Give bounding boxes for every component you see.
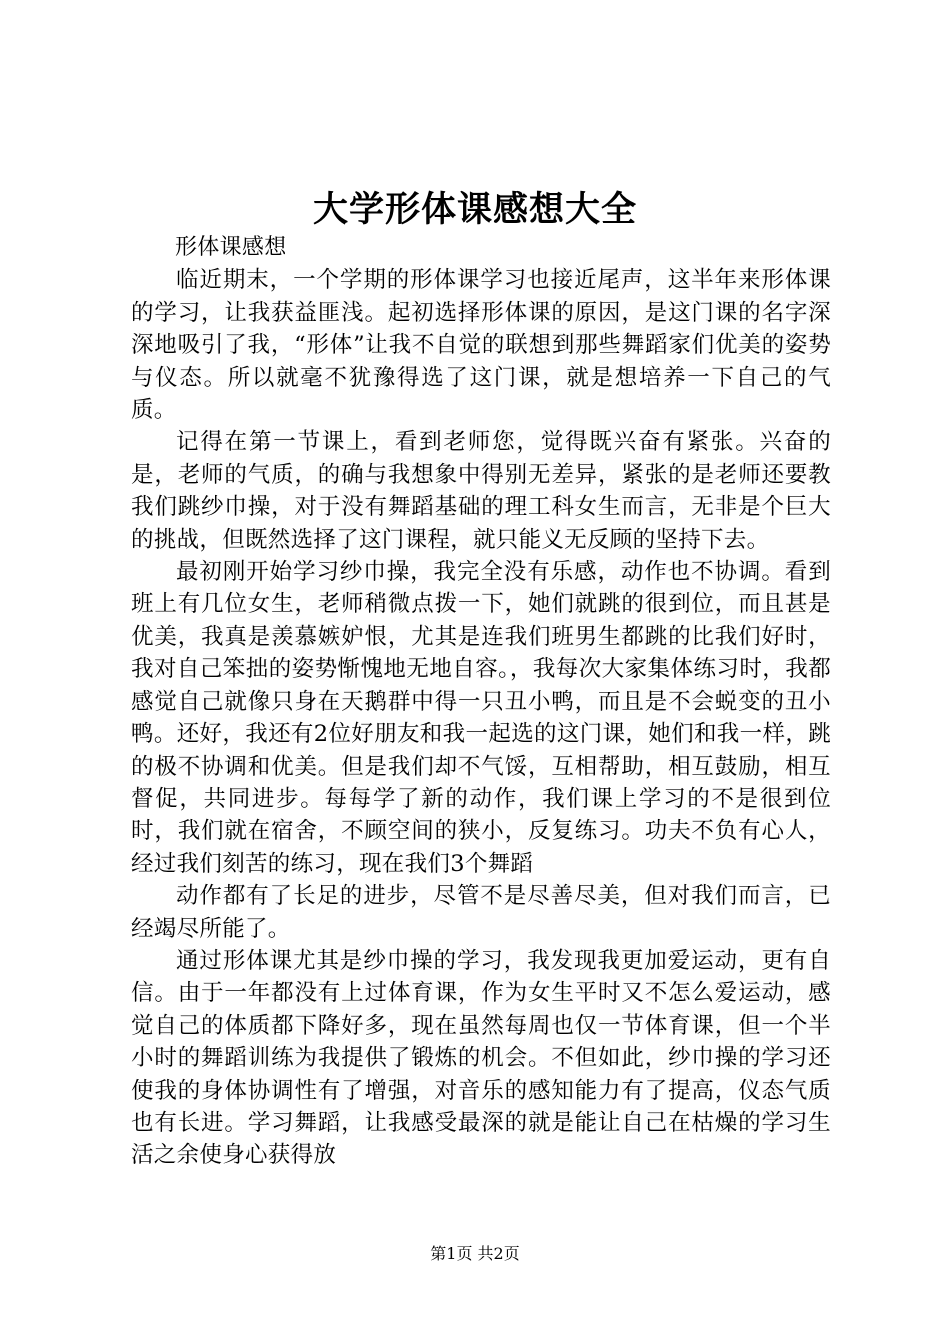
document-body — [131, 232, 831, 1172]
paragraph: 临近期末，一个学期的形体课学习也接近尾声，这半年来形体课的学习，让我获益匪浅。起初选择形体课的原因，是这门课的名字深深地吸引了我，“形体”让我不自觉的联想到那些舞蹈家们优美的姿势与仪态。所以就毫不犹豫得选了这门课，就是想培养一下自己的气质。 — [131, 267, 831, 424]
paragraph: 动作都有了长足的进步，尽管不是尽善尽美，但对我们而言，已经竭尽所能了。 — [131, 883, 831, 942]
page-footer: 第1页 共2页 — [430, 1244, 520, 1263]
paragraph: 记得在第一节课上，看到老师您，觉得既兴奋有紧张。兴奋的是，老师的气质，的确与我想象中得别无差异，紧张的是老师还要教我们跳纱巾操，对于没有舞蹈基础的理工科女生而言，无非是个巨大的挑战，但既然选择了这门课程，就只能义无反顾的坚持下去。 — [131, 429, 831, 553]
document-title: 大学形体课感想大全 — [312, 189, 637, 230]
paragraph: 最初刚开始学习纱巾操，我完全没有乐感，动作也不协调。看到班上有几位女生，老师稍微点拨一下，她们就跳的很到位，而且甚是优美，我真是羡慕嫉妒恨，尤其是连我们班男生都跳的比我们好时，我对自己笨拙的姿势惭愧地无地自容。，我每次大家集体练习时，我都感觉自己就像只身在天鹅群中得一只丑小鸭，而且是不会蜕变的丑小鸭。还好，我还有2位好朋友和我一起选的这门课，她们和我一样，跳的极不协调和优美。但是我们却不气馁，互相帮助，相互鼓励，相互督促，共同进步。每每学了新的动作，我们课上学习的不是很到位时，我们就在宿舍，不顾空间的狭小，反复练习。功夫不负有心人，经过我们刻苦的练习，现在我们3个舞蹈 — [131, 559, 831, 877]
paragraph: 通过形体课尤其是纱巾操的学习，我发现我更加爱运动，更有自信。由于一年都没有上过体育课，作为女生平时又不怎么爱运动，感觉自己的体质都下降好多，现在虽然每周也仅一节体育课，但一个半小时的舞蹈训练为我提供了锻炼的机会。不但如此，纱巾操的学习还使我的身体协调性有了增强，对音乐的感知能力有了提高，仪态气质也有长进。学习舞蹈，让我感受最深的就是能让自己在枯燥的学习生活之余使身心获得放 — [131, 947, 831, 1169]
section-subtitle: 形体课感想 — [175, 235, 287, 260]
